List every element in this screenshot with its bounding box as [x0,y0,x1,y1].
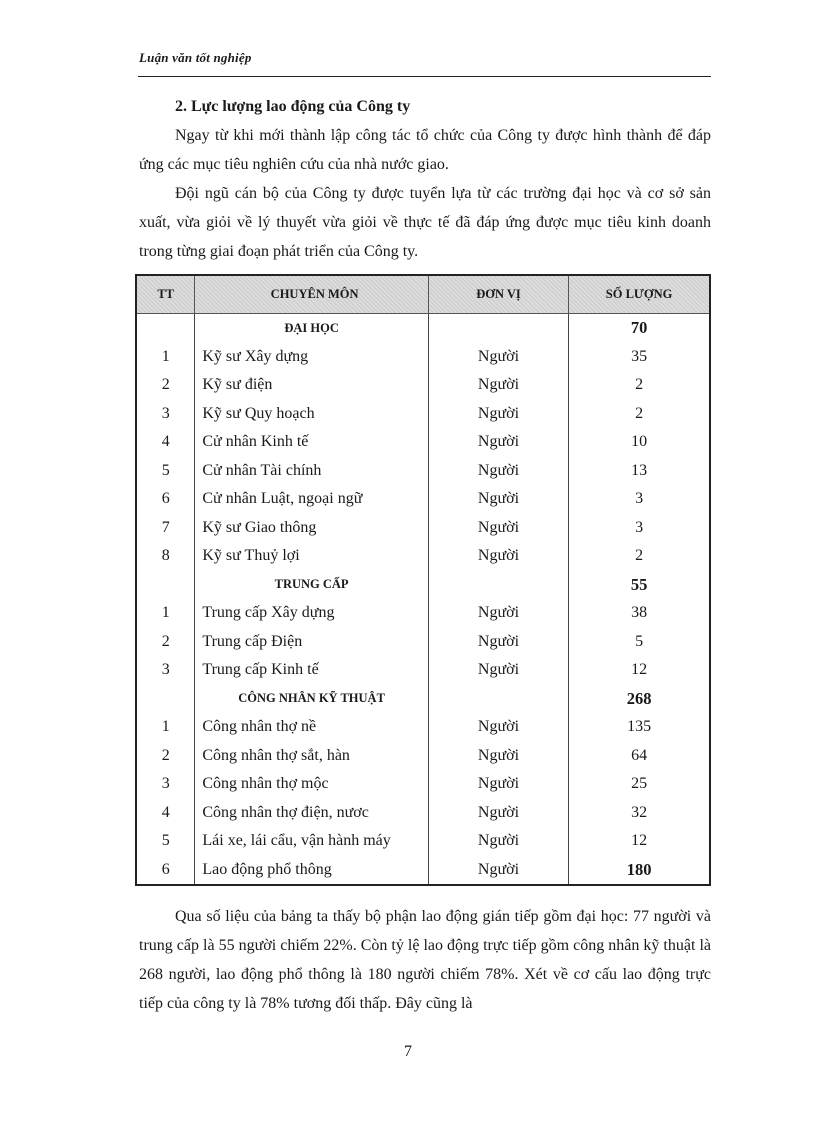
row-quantity: 64 [569,742,710,771]
row-quantity: 2 [569,371,710,400]
table-row [136,599,710,628]
row-quantity: 38 [569,599,710,628]
col-header-unit: ĐƠN VỊ [428,275,568,314]
table-header-row [136,275,710,314]
row-specialty: Kỹ sư điện [195,371,428,400]
row-unit: Người [428,656,568,685]
table-row [136,628,710,657]
row-unit: Người [428,628,568,657]
row-specialty: Trung cấp Xây dựng [195,599,428,628]
row-unit: Người [428,799,568,828]
row-index: 2 [136,742,195,771]
table-row [136,799,710,828]
row-quantity: 3 [569,485,710,514]
row-unit: Người [428,856,568,886]
row-quantity: 135 [569,713,710,742]
table-row [136,827,710,856]
row-quantity: 3 [569,514,710,543]
row-index: 3 [136,656,195,685]
row-unit: Người [428,599,568,628]
group-total: 268 [569,685,710,714]
row-specialty: Lao động phổ thông [195,856,428,886]
row-unit: Người [428,542,568,571]
row-specialty: Trung cấp Kinh tế [195,656,428,685]
table-row [136,656,710,685]
table-row [136,542,710,571]
row-index: 1 [136,343,195,372]
row-quantity: 12 [569,827,710,856]
row-index: 3 [136,400,195,429]
table-row [136,713,710,742]
col-header-tt: TT [136,275,195,314]
row-specialty: Cử nhân Kinh tế [195,428,428,457]
group-title: CÔNG NHÂN KỸ THUẬT [195,685,428,714]
row-index: 1 [136,713,195,742]
row-unit: Người [428,713,568,742]
row-index: 5 [136,827,195,856]
row-index: 4 [136,428,195,457]
table-row [136,514,710,543]
row-quantity: 35 [569,343,710,372]
group-title: ĐẠI HỌC [195,314,428,343]
workforce-table [135,274,711,886]
row-unit: Người [428,770,568,799]
row-specialty: Công nhân thợ điện, nươc [195,799,428,828]
page-number: 7 [404,1043,412,1060]
row-specialty: Cử nhân Luật, ngoại ngữ [195,485,428,514]
row-unit: Người [428,343,568,372]
row-specialty: Kỹ sư Thuỷ lợi [195,542,428,571]
row-index: 4 [136,799,195,828]
row-specialty: Công nhân thợ mộc [195,770,428,799]
row-index: 5 [136,457,195,486]
row-specialty: Kỹ sư Xây dựng [195,343,428,372]
group-title: TRUNG CẤP [195,571,428,600]
row-index: 1 [136,599,195,628]
row-specialty: Công nhân thợ sắt, hàn [195,742,428,771]
row-quantity: 10 [569,428,710,457]
group-total: 55 [569,571,710,600]
col-header-specialty: CHUYÊN MÔN [195,275,428,314]
table-row [136,770,710,799]
table-body [136,314,710,886]
row-specialty: Lái xe, lái cẩu, vận hành máy [195,827,428,856]
row-quantity: 2 [569,542,710,571]
group-row-technical-workers [136,685,710,714]
row-unit: Người [428,742,568,771]
running-header: Luận văn tốt nghiệp [139,50,252,65]
row-index: 6 [136,856,195,886]
intro-paragraph-2: Đội ngũ cán bộ của Công ty được tuyển lựa từ các trường đại học và cơ sở sản xuất, vừa giỏi về lý thuyết vừa giỏi về thực tế đã đáp ứng được mục tiêu kinh doanh trong từng giai đoạn phát triển của Công ty. [139,185,711,260]
col-header-quantity: SỐ LƯỢNG [569,275,710,314]
table-row [136,343,710,372]
row-unit: Người [428,428,568,457]
table-row [136,742,710,771]
section-heading: 2. Lực lượng lao động của Công ty [175,98,411,115]
row-quantity: 32 [569,799,710,828]
table-row [136,400,710,429]
header-divider [138,76,711,77]
row-specialty: Trung cấp Điện [195,628,428,657]
table-row [136,485,710,514]
table-row [136,428,710,457]
table-row [136,457,710,486]
table-row [136,371,710,400]
group-row-university [136,314,710,343]
row-quantity: 5 [569,628,710,657]
row-specialty: Cử nhân Tài chính [195,457,428,486]
row-unit: Người [428,400,568,429]
row-quantity: 13 [569,457,710,486]
row-unit: Người [428,514,568,543]
row-unit: Người [428,371,568,400]
row-index: 2 [136,628,195,657]
table-row [136,856,710,886]
row-index: 7 [136,514,195,543]
row-index: 8 [136,542,195,571]
row-specialty: Kỹ sư Quy hoạch [195,400,428,429]
row-quantity: 2 [569,400,710,429]
group-total: 70 [569,314,710,343]
row-index: 2 [136,371,195,400]
page-content [139,92,711,1018]
row-index: 3 [136,770,195,799]
row-quantity: 180 [569,856,710,886]
group-row-intermediate [136,571,710,600]
row-unit: Người [428,485,568,514]
row-specialty: Kỹ sư Giao thông [195,514,428,543]
row-quantity: 25 [569,770,710,799]
intro-paragraph-1: Ngay từ khi mới thành lập công tác tổ chức của Công ty được hình thành để đáp ứng các mục tiêu nghiên cứu của nhà nước giao. [139,127,711,173]
row-quantity: 12 [569,656,710,685]
analysis-paragraph: Qua số liệu của bảng ta thấy bộ phận lao động gián tiếp gồm đại học: 77 người và trung cấp là 55 người chiếm 22%. Còn tỷ lệ lao động trực tiếp gồm công nhân kỹ thuật là 268 người, lao động phổ thông là 180 người chiếm 78%. Xét về cơ cấu lao động trực tiếp của công ty là 78% tương đối thấp. Đây cũng là [139,908,711,1012]
row-unit: Người [428,827,568,856]
row-index: 6 [136,485,195,514]
row-unit: Người [428,457,568,486]
row-specialty: Công nhân thợ nề [195,713,428,742]
